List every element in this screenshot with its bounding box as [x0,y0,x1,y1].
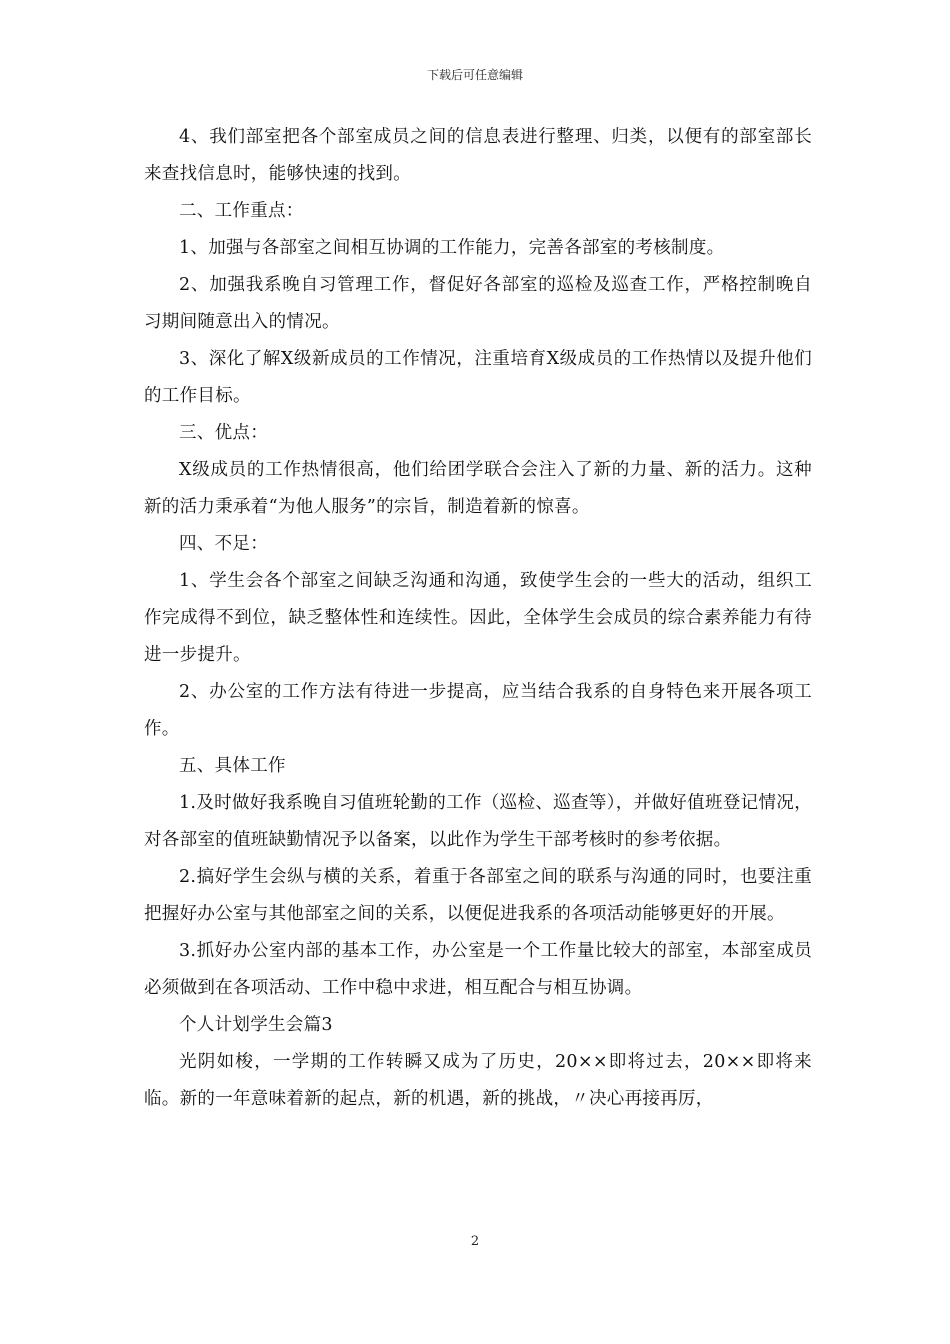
paragraph: 1、加强与各部室之间相互协调的工作能力，完善各部室的考核制度。 [179,238,725,258]
page-header: 下载后可任意编辑 [426,68,523,82]
paragraph: 1.及时做好我系晚自习值班轮勤的工作（巡检、巡查等），并做好值班登记情况，对各部室的值班缺勤情况予以备案，以此作为学生干部考核时的参考依据。 [144,793,812,850]
section-heading: 五、具体工作 [179,756,286,776]
section-heading: 四、不足： [179,534,268,554]
document-body [144,119,812,1118]
section-heading: 三、优点： [179,423,268,443]
paragraph: 4、我们部室把各个部室成员之间的信息表进行整理、归类，以便有的部室部长来查找信息时，能够快速的找到。 [144,127,812,184]
paragraph: X级成员的工作热情很高，他们给团学联合会注入了新的力量、新的活力。这种新的活力秉承着“为他人服务”的宗旨，制造着新的惊喜。 [144,460,812,517]
paragraph: 2、办公室的工作方法有待进一步提高，应当结合我系的自身特色来开展各项工作。 [144,682,812,739]
section-heading: 二、工作重点： [179,201,304,221]
paragraph: 1、学生会各个部室之间缺乏沟通和沟通，致使学生会的一些大的活动，组织工作完成得不到位，缺乏整体性和连续性。因此，全体学生会成员的综合素养能力有待进一步提升。 [144,571,812,665]
page-number: 2 [470,1234,480,1249]
paragraph: 2、加强我系晚自习管理工作，督促好各部室的巡检及巡查工作，严格控制晚自习期间随意出入的情况。 [144,275,812,332]
paragraph: 光阴如梭，一学期的工作转瞬又成为了历史，20××即将过去，20××即将来临。新的一年意味着新的起点，新的机遇，新的挑战，〃决心再接再厉， [144,1052,812,1109]
paragraph: 3.抓好办公室内部的基本工作，办公室是一个工作量比较大的部室，本部室成员必须做到在各项活动、工作中稳中求进，相互配合与相互协调。 [144,941,812,998]
section-heading: 个人计划学生会篇3 [179,1015,333,1035]
paragraph: 3、深化了解X级新成员的工作情况，注重培育X级成员的工作热情以及提升他们的工作目标。 [144,349,812,406]
paragraph: 2.搞好学生会纵与横的关系，着重于各部室之间的联系与沟通的同时，也要注重把握好办公室与其他部室之间的关系，以便促进我系的各项活动能够更好的开展。 [144,867,812,924]
